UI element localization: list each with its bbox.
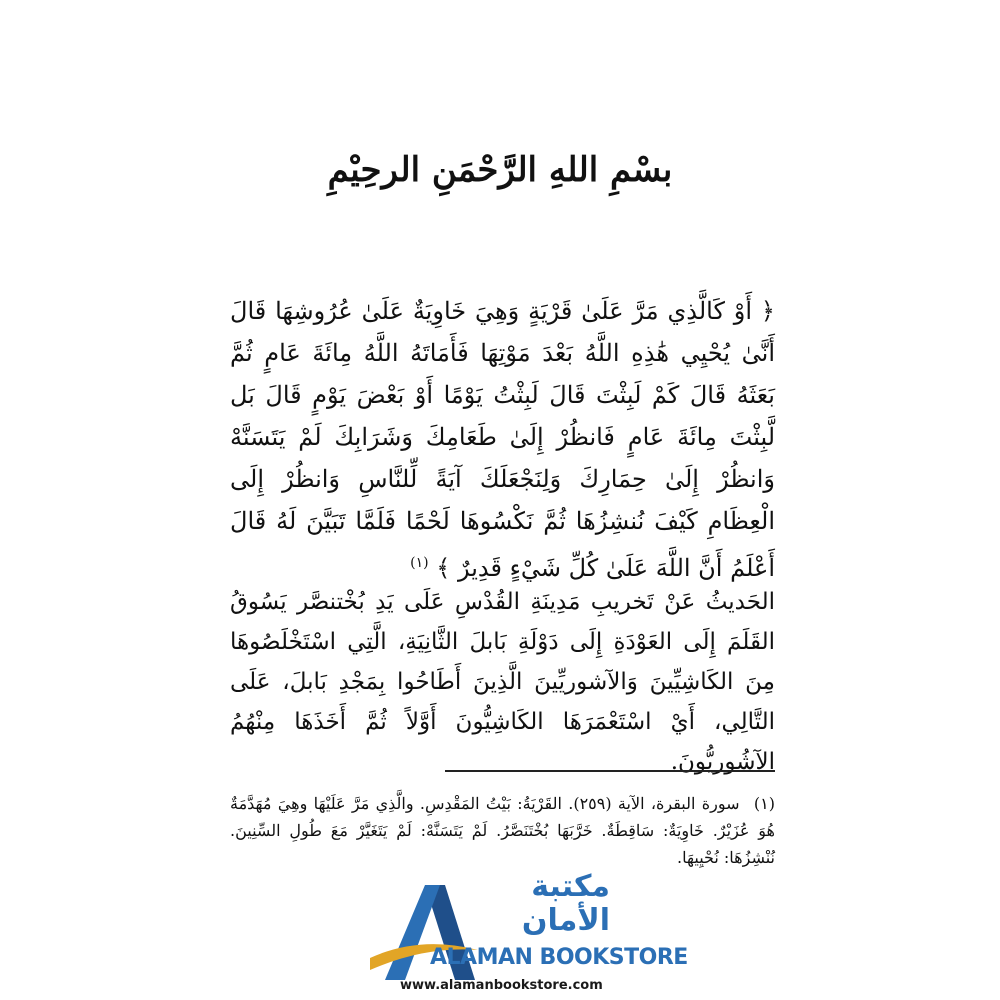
bookstore-url: www.alamanbookstore.com — [400, 978, 603, 993]
basmala-heading: بسْمِ اللهِ الرَّحْمَنِ الرحِيْمِ — [327, 150, 673, 190]
bookstore-logo-arabic — [460, 870, 610, 938]
footnote-divider — [445, 770, 775, 772]
footnote-text: سورة البقرة، الآية (٢٥٩). القَرْيَةُ: بَيْتُ المَقْدِسِ. والَّذِي مَرَّ عَلَيْهَا وهِيَ مُهَدَّمَةٌ هُوَ عُزَيْرٌ. خَاوِيَةٌ: سَاقِطَةٌ. خَرَّبَهَا بُخْتَنَصَّرُ. لَمْ يَتَسَنَّهْ: لَمْ يَتَغَيَّرْ مَعَ طُولِ السِّنِينَ. نُنْشِزُهَا: نُحْيِيهَا. — [230, 794, 775, 867]
footnote — [230, 790, 775, 871]
verse-footnote-ref: (١) — [410, 555, 429, 571]
footnote-number: (١) — [753, 794, 775, 813]
bookstore-logo-english: ALAMAN BOOKSTORE — [430, 945, 688, 970]
logo-arabic-line2: الأمان — [521, 903, 610, 938]
verse-text: ﴿ أَوْ كَالَّذِي مَرَّ عَلَىٰ قَرْيَةٍ وَهِيَ خَاوِيَةٌ عَلَىٰ عُرُوشِهَا قَالَ أَنَّىٰ يُحْيِي هَٰذِهِ اللَّهُ بَعْدَ مَوْتِهَا فَأَمَاتَهُ اللَّهُ مِائَةَ عَامٍ ثُمَّ بَعَثَهُ قَالَ كَمْ لَبِثْتَ قَالَ لَبِثْتُ يَوْمًا أَوْ بَعْضَ يَوْمٍ قَالَ بَل لَّبِثْتَ مِائَةَ عَامٍ فَانظُرْ إِلَىٰ طَعَامِكَ وَشَرَابِكَ لَمْ يَتَسَنَّهْ وَانظُرْ إِلَىٰ حِمَارِكَ وَلِنَجْعَلَكَ آيَةً لِّلنَّاسِ وَانظُرْ إِلَى الْعِظَامِ كَيْفَ نُنشِزُهَا ثُمَّ نَكْسُوهَا لَحْمًا فَلَمَّا تَبَيَّنَ لَهُ قَالَ أَعْلَمُ أَنَّ اللَّهَ عَلَىٰ كُلِّ شَيْءٍ قَدِيرٌ ﴾ — [230, 297, 775, 582]
body-paragraph: الحَديثُ عَنْ تَخريبِ مَدِينَةِ القُدْسِ عَلَى يَدِ بُخْتنصَّر يَسُوقُ القَلَمَ إِلَى العَوْدَةِ إِلَى دَوْلَةِ بَابلَ الثَّانِيَةِ، الَّتِي اسْتَخْلَصُوهَا مِنَ الكَاشِيِّينَ وَالآشوريِّينَ الَّذِينَ أَطَاحُوا بِمَجْدِ بَابلَ، عَلَى التَّالِي، أَيْ اسْتَعْمَرَهَا الكَاشِيُّونَ أَوَّلاً ثُمَّ أَخَذَهَا مِنْهُمُ الآشُوريُّونَ. — [230, 589, 775, 775]
quran-verse — [230, 290, 775, 589]
logo-arabic-line1: مكتبة — [531, 869, 610, 904]
